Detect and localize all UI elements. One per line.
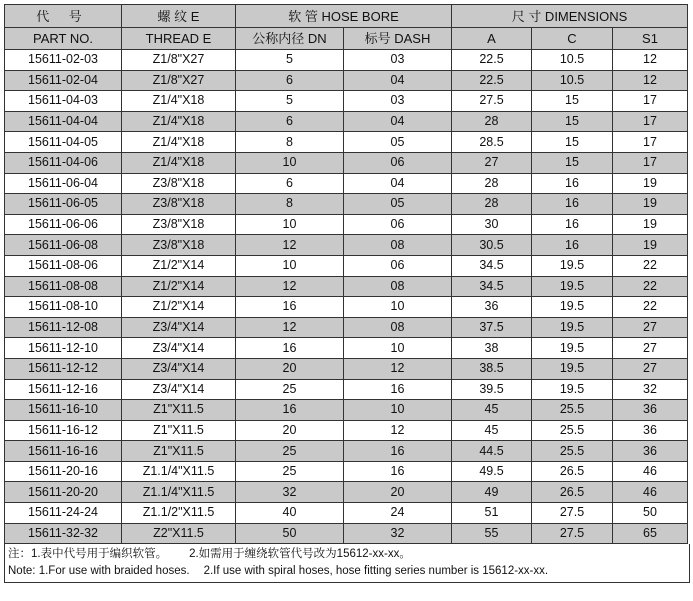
cell-dim-a: 28 [452, 194, 532, 215]
cell-dim-s1: 19 [613, 173, 688, 194]
cell-dim-s1: 17 [613, 91, 688, 112]
cell-dim-s1: 22 [613, 297, 688, 318]
cell-dash: 08 [344, 235, 452, 256]
cell-dim-s1: 17 [613, 132, 688, 153]
cell-dn: 12 [236, 235, 344, 256]
cell-dim-s1: 22 [613, 276, 688, 297]
note-cn-1: 1.表中代号用于编织软管。 [31, 548, 168, 561]
cell-dash: 12 [344, 420, 452, 441]
cell-dim-a: 49.5 [452, 461, 532, 482]
cell-dash: 12 [344, 358, 452, 379]
cell-dim-c: 19.5 [532, 338, 613, 359]
cell-thread: Z1"X11.5 [122, 441, 236, 462]
cell-dn: 20 [236, 420, 344, 441]
table-row [5, 214, 688, 235]
cell-part-no: 15611-06-06 [5, 214, 122, 235]
cell-dash: 16 [344, 379, 452, 400]
table-row [5, 338, 688, 359]
cell-thread: Z1/2"X14 [122, 276, 236, 297]
cell-part-no: 15611-08-06 [5, 255, 122, 276]
cell-dim-a: 28 [452, 173, 532, 194]
cell-dim-a: 22.5 [452, 70, 532, 91]
cell-thread: Z3/8"X18 [122, 194, 236, 215]
cell-thread: Z1/4"X18 [122, 152, 236, 173]
cell-part-no: 15611-04-03 [5, 91, 122, 112]
cell-dim-s1: 32 [613, 379, 688, 400]
cell-thread: Z3/8"X18 [122, 235, 236, 256]
cell-dim-s1: 46 [613, 482, 688, 503]
cell-dn: 6 [236, 111, 344, 132]
cell-dash: 24 [344, 503, 452, 524]
cell-dim-s1: 12 [613, 70, 688, 91]
cell-dim-c: 16 [532, 194, 613, 215]
header-s1: S1 [613, 28, 688, 50]
spec-sheet [4, 4, 687, 583]
cell-part-no: 15611-06-05 [5, 194, 122, 215]
table-row [5, 461, 688, 482]
cell-dim-c: 15 [532, 132, 613, 153]
cell-dim-c: 25.5 [532, 441, 613, 462]
table-row [5, 111, 688, 132]
cell-part-no: 15611-08-10 [5, 297, 122, 318]
cell-thread: Z1"X11.5 [122, 400, 236, 421]
cell-dim-a: 44.5 [452, 441, 532, 462]
table-row [5, 400, 688, 421]
header-dn: 公称内径 DN [236, 28, 344, 50]
table-row [5, 91, 688, 112]
cell-dn: 16 [236, 297, 344, 318]
cell-dim-c: 19.5 [532, 297, 613, 318]
table-row [5, 523, 688, 544]
cell-part-no: 15611-12-08 [5, 317, 122, 338]
cell-dn: 5 [236, 50, 344, 71]
cell-dim-s1: 17 [613, 152, 688, 173]
cell-dim-a: 38 [452, 338, 532, 359]
cell-dim-a: 49 [452, 482, 532, 503]
cell-dim-c: 27.5 [532, 503, 613, 524]
cell-thread: Z1.1/4"X11.5 [122, 482, 236, 503]
cell-dim-s1: 19 [613, 194, 688, 215]
cell-part-no: 15611-04-05 [5, 132, 122, 153]
notes-en-label: Note: [8, 565, 36, 578]
cell-dash: 03 [344, 50, 452, 71]
cell-dn: 25 [236, 461, 344, 482]
cell-dim-s1: 27 [613, 358, 688, 379]
table-row [5, 194, 688, 215]
cell-thread: Z1/2"X14 [122, 255, 236, 276]
cell-thread: Z1/8"X27 [122, 50, 236, 71]
cell-dim-a: 34.5 [452, 276, 532, 297]
header-part-en: PART NO. [5, 28, 122, 50]
cell-dim-a: 30.5 [452, 235, 532, 256]
cell-thread: Z1/4"X18 [122, 111, 236, 132]
cell-dim-s1: 50 [613, 503, 688, 524]
cell-part-no: 15611-32-32 [5, 523, 122, 544]
cell-dim-s1: 22 [613, 255, 688, 276]
cell-dn: 25 [236, 379, 344, 400]
cell-dim-c: 25.5 [532, 400, 613, 421]
table-body [5, 50, 688, 544]
cell-thread: Z1/2"X14 [122, 297, 236, 318]
cell-dn: 12 [236, 276, 344, 297]
cell-dim-a: 27.5 [452, 91, 532, 112]
cell-dn: 10 [236, 255, 344, 276]
cell-dash: 10 [344, 338, 452, 359]
cell-dn: 6 [236, 173, 344, 194]
notes-cn [8, 546, 689, 563]
table-row [5, 379, 688, 400]
header-dash: 标号 DASH [344, 28, 452, 50]
cell-thread: Z1/4"X18 [122, 91, 236, 112]
cell-dash: 08 [344, 317, 452, 338]
header-c: C [532, 28, 613, 50]
cell-dn: 16 [236, 338, 344, 359]
cell-dn: 10 [236, 152, 344, 173]
cell-dim-c: 27.5 [532, 523, 613, 544]
cell-dim-c: 15 [532, 111, 613, 132]
cell-thread: Z3/4"X14 [122, 317, 236, 338]
cell-dim-c: 26.5 [532, 482, 613, 503]
cell-dim-s1: 19 [613, 235, 688, 256]
cell-dn: 32 [236, 482, 344, 503]
cell-part-no: 15611-20-20 [5, 482, 122, 503]
cell-dash: 04 [344, 173, 452, 194]
cell-thread: Z3/4"X14 [122, 338, 236, 359]
cell-dn: 8 [236, 132, 344, 153]
header-thread-cn: 螺 纹 E [122, 5, 236, 28]
cell-part-no: 15611-12-12 [5, 358, 122, 379]
cell-dash: 10 [344, 297, 452, 318]
cell-part-no: 15611-06-04 [5, 173, 122, 194]
cell-dim-a: 30 [452, 214, 532, 235]
cell-dim-s1: 46 [613, 461, 688, 482]
cell-dim-c: 25.5 [532, 420, 613, 441]
cell-part-no: 15611-04-04 [5, 111, 122, 132]
cell-dim-a: 34.5 [452, 255, 532, 276]
notes [4, 544, 690, 583]
table-row [5, 132, 688, 153]
cell-dash: 10 [344, 400, 452, 421]
cell-dash: 16 [344, 441, 452, 462]
cell-dim-a: 45 [452, 420, 532, 441]
cell-dim-c: 15 [532, 91, 613, 112]
cell-thread: Z3/4"X14 [122, 379, 236, 400]
table-row [5, 276, 688, 297]
note-en-1: 1.For use with braided hoses. [38, 565, 190, 578]
cell-thread: Z1/4"X18 [122, 132, 236, 153]
cell-dn: 8 [236, 194, 344, 215]
notes-en [8, 563, 689, 580]
cell-dim-c: 19.5 [532, 358, 613, 379]
cell-dim-c: 15 [532, 152, 613, 173]
cell-dim-a: 36 [452, 297, 532, 318]
cell-part-no: 15611-16-16 [5, 441, 122, 462]
cell-dim-a: 27 [452, 152, 532, 173]
cell-dash: 04 [344, 111, 452, 132]
cell-dash: 08 [344, 276, 452, 297]
cell-dn: 10 [236, 214, 344, 235]
cell-dim-a: 51 [452, 503, 532, 524]
cell-dn: 6 [236, 70, 344, 91]
cell-dn: 16 [236, 400, 344, 421]
cell-dim-s1: 27 [613, 338, 688, 359]
cell-dim-c: 19.5 [532, 276, 613, 297]
cell-dn: 40 [236, 503, 344, 524]
cell-thread: Z3/4"X14 [122, 358, 236, 379]
table-row [5, 503, 688, 524]
table-row [5, 420, 688, 441]
cell-dim-a: 45 [452, 400, 532, 421]
cell-dim-c: 19.5 [532, 317, 613, 338]
note-cn-2: 2.如需用于缠绕软管代号改为15612-xx-xx。 [189, 548, 411, 561]
cell-dim-s1: 36 [613, 441, 688, 462]
cell-part-no: 15611-24-24 [5, 503, 122, 524]
table-row [5, 297, 688, 318]
table-row [5, 50, 688, 71]
cell-dash: 06 [344, 255, 452, 276]
cell-thread: Z3/8"X18 [122, 214, 236, 235]
header-a: A [452, 28, 532, 50]
table-row [5, 441, 688, 462]
table-row [5, 173, 688, 194]
cell-part-no: 15611-04-06 [5, 152, 122, 173]
cell-dim-c: 19.5 [532, 255, 613, 276]
cell-part-no: 15611-16-10 [5, 400, 122, 421]
cell-dn: 25 [236, 441, 344, 462]
note-en-2: 2.If use with spiral hoses, hose fitting series number is 15612-xx-xx. [203, 565, 549, 578]
cell-dash: 20 [344, 482, 452, 503]
cell-dash: 05 [344, 194, 452, 215]
cell-part-no: 15611-08-08 [5, 276, 122, 297]
header-thread-en: THREAD E [122, 28, 236, 50]
table-row [5, 482, 688, 503]
cell-part-no: 15611-02-03 [5, 50, 122, 71]
table-row [5, 317, 688, 338]
cell-part-no: 15611-12-16 [5, 379, 122, 400]
cell-thread: Z3/8"X18 [122, 173, 236, 194]
cell-dim-a: 38.5 [452, 358, 532, 379]
table-row [5, 152, 688, 173]
cell-dim-c: 16 [532, 235, 613, 256]
cell-dim-s1: 17 [613, 111, 688, 132]
cell-dim-a: 37.5 [452, 317, 532, 338]
table-row [5, 255, 688, 276]
cell-dim-a: 28.5 [452, 132, 532, 153]
header-hose-bore: 软 管 HOSE BORE [236, 5, 452, 28]
cell-dn: 50 [236, 523, 344, 544]
table-row [5, 358, 688, 379]
cell-thread: Z1.1/4"X11.5 [122, 461, 236, 482]
cell-dn: 20 [236, 358, 344, 379]
header-part-cn: 代 号 [5, 5, 122, 28]
cell-dn: 12 [236, 317, 344, 338]
cell-dim-s1: 65 [613, 523, 688, 544]
cell-part-no: 15611-02-04 [5, 70, 122, 91]
cell-thread: Z1"X11.5 [122, 420, 236, 441]
table-row [5, 70, 688, 91]
cell-dim-a: 28 [452, 111, 532, 132]
cell-dn: 5 [236, 91, 344, 112]
dimensions-table [4, 4, 688, 544]
cell-dim-c: 16 [532, 173, 613, 194]
cell-part-no: 15611-20-16 [5, 461, 122, 482]
cell-dim-a: 39.5 [452, 379, 532, 400]
cell-dim-c: 10.5 [532, 50, 613, 71]
cell-dash: 03 [344, 91, 452, 112]
cell-part-no: 15611-12-10 [5, 338, 122, 359]
cell-dim-a: 55 [452, 523, 532, 544]
cell-dash: 05 [344, 132, 452, 153]
cell-dim-c: 16 [532, 214, 613, 235]
notes-cn-label: 注： [8, 548, 31, 561]
cell-thread: Z1/8"X27 [122, 70, 236, 91]
cell-dash: 16 [344, 461, 452, 482]
cell-dim-a: 22.5 [452, 50, 532, 71]
cell-dash: 06 [344, 214, 452, 235]
cell-dim-c: 19.5 [532, 379, 613, 400]
table-row [5, 235, 688, 256]
cell-dim-s1: 36 [613, 400, 688, 421]
cell-thread: Z2"X11.5 [122, 523, 236, 544]
cell-dash: 04 [344, 70, 452, 91]
cell-dim-c: 10.5 [532, 70, 613, 91]
cell-part-no: 15611-06-08 [5, 235, 122, 256]
cell-dash: 06 [344, 152, 452, 173]
cell-dim-s1: 12 [613, 50, 688, 71]
cell-dim-s1: 36 [613, 420, 688, 441]
cell-dim-s1: 27 [613, 317, 688, 338]
cell-dim-c: 26.5 [532, 461, 613, 482]
cell-part-no: 15611-16-12 [5, 420, 122, 441]
header-dimensions: 尺 寸 DIMENSIONS [452, 5, 688, 28]
cell-dim-s1: 19 [613, 214, 688, 235]
cell-dash: 32 [344, 523, 452, 544]
cell-thread: Z1.1/2"X11.5 [122, 503, 236, 524]
